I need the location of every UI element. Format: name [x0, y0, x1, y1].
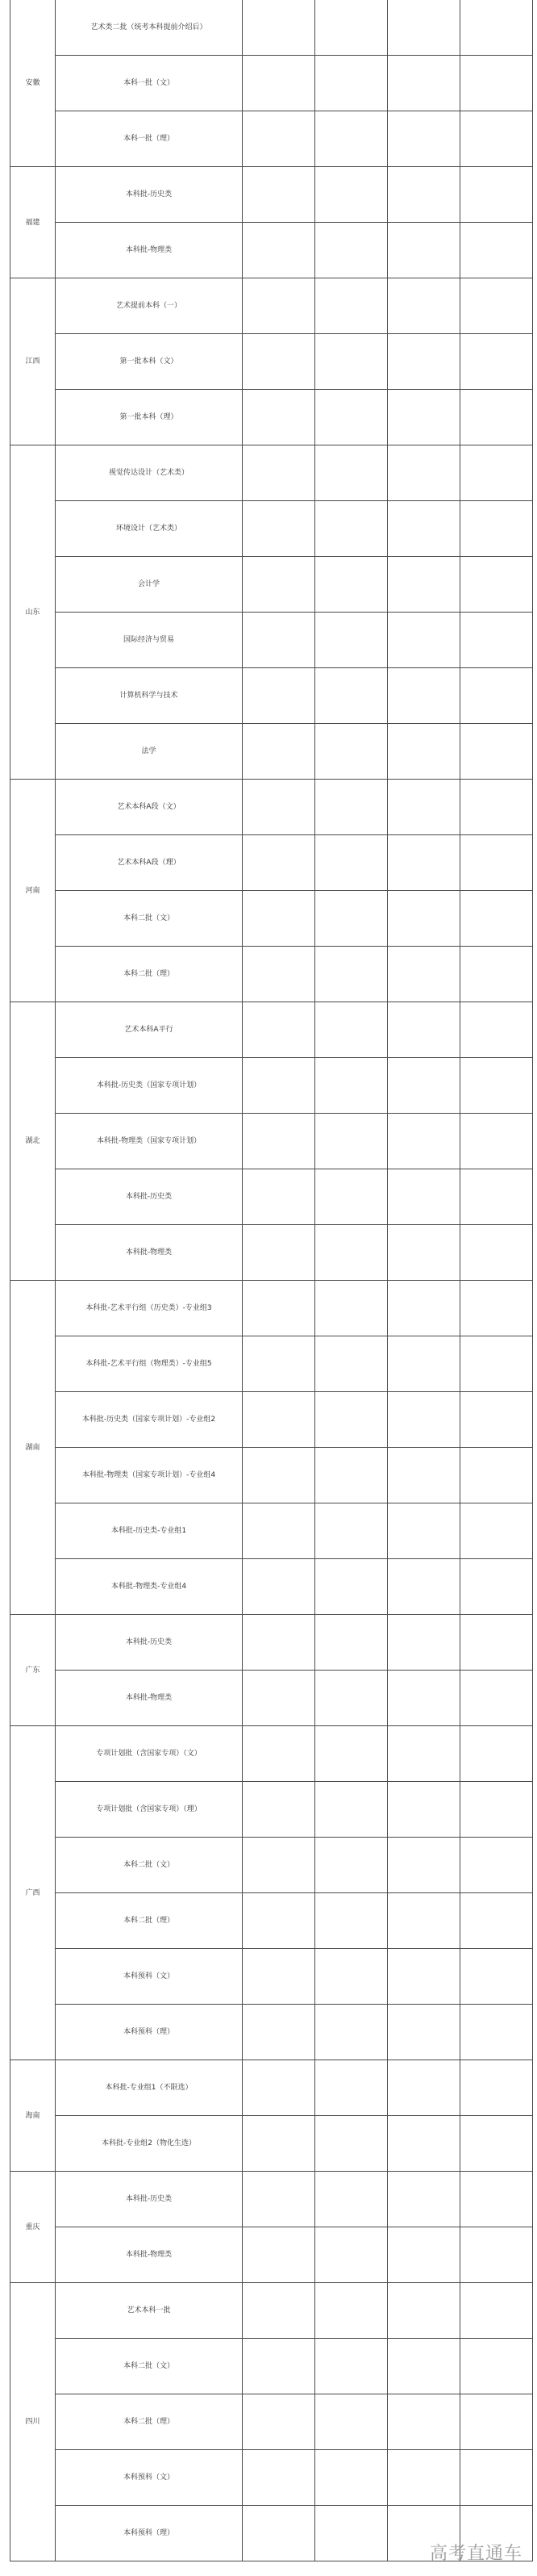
empty-cell [315, 947, 388, 1002]
empty-cell [315, 1448, 388, 1503]
empty-cell [460, 780, 533, 835]
empty-cell [243, 1058, 315, 1114]
batch-cell: 艺术本科A平行 [56, 1002, 243, 1058]
empty-cell [460, 278, 533, 334]
empty-cell [460, 2060, 533, 2116]
empty-cell [315, 0, 388, 56]
table-row [10, 1782, 533, 1838]
table-row [10, 891, 533, 947]
empty-cell [460, 835, 533, 891]
province-cell: 安徽 [10, 0, 56, 167]
batch-cell: 第一批本科（理） [56, 390, 243, 445]
table-row [10, 780, 533, 835]
empty-cell [243, 2506, 315, 2561]
empty-cell [243, 668, 315, 724]
empty-cell [315, 223, 388, 278]
batch-cell: 本科批-物理类-专业组4 [56, 1559, 243, 1615]
empty-cell [388, 1838, 460, 1893]
empty-cell [460, 111, 533, 167]
empty-cell [243, 1671, 315, 1726]
table-row [10, 1336, 533, 1392]
batch-cell: 本科二批（文） [56, 1838, 243, 1893]
empty-cell [460, 1169, 533, 1225]
empty-cell [243, 2394, 315, 2450]
table-row [10, 1503, 533, 1559]
batch-cell: 艺术提前本科（一） [56, 278, 243, 334]
empty-cell [315, 1726, 388, 1782]
empty-cell [460, 2450, 533, 2506]
empty-cell [460, 2227, 533, 2283]
province-cell: 重庆 [10, 2172, 56, 2283]
empty-cell [315, 835, 388, 891]
table-row [10, 111, 533, 167]
empty-cell [460, 1002, 533, 1058]
empty-cell [388, 390, 460, 445]
batch-cell: 艺术类二批（统考本科提前介绍后） [56, 0, 243, 56]
empty-cell [460, 56, 533, 111]
empty-cell [315, 1058, 388, 1114]
empty-cell [243, 1281, 315, 1336]
empty-cell [315, 1671, 388, 1726]
empty-cell [243, 1893, 315, 1949]
batch-cell: 本科批-历史类 [56, 1169, 243, 1225]
empty-cell [315, 1169, 388, 1225]
province-cell: 广东 [10, 1615, 56, 1726]
batch-cell: 本科预科（理） [56, 2506, 243, 2561]
table-row [10, 167, 533, 223]
batch-cell: 本科一批（文） [56, 56, 243, 111]
empty-cell [315, 390, 388, 445]
admission-table [10, 0, 533, 2561]
empty-cell [460, 334, 533, 390]
empty-cell [243, 724, 315, 780]
empty-cell [388, 1281, 460, 1336]
empty-cell [388, 167, 460, 223]
table-row [10, 1949, 533, 2005]
empty-cell [460, 1893, 533, 1949]
empty-cell [460, 1838, 533, 1893]
empty-cell [388, 2394, 460, 2450]
batch-cell: 本科批-物理类（国家专项计划）-专业组4 [56, 1448, 243, 1503]
empty-cell [315, 445, 388, 501]
batch-cell: 法学 [56, 724, 243, 780]
province-cell: 河南 [10, 780, 56, 1002]
empty-cell [388, 1615, 460, 1671]
empty-cell [243, 223, 315, 278]
empty-cell [243, 445, 315, 501]
empty-cell [460, 1782, 533, 1838]
empty-cell [388, 0, 460, 56]
table-row [10, 2394, 533, 2450]
empty-cell [460, 501, 533, 557]
empty-cell [315, 1782, 388, 1838]
batch-cell: 本科批-艺术平行组（物理类）-专业组5 [56, 1336, 243, 1392]
admission-table-container [10, 0, 532, 2561]
empty-cell [388, 111, 460, 167]
empty-cell [243, 2005, 315, 2060]
empty-cell [315, 334, 388, 390]
batch-cell: 本科批-物理类 [56, 1225, 243, 1281]
empty-cell [388, 1448, 460, 1503]
empty-cell [460, 1058, 533, 1114]
batch-cell: 计算机科学与技术 [56, 668, 243, 724]
empty-cell [388, 780, 460, 835]
empty-cell [460, 1503, 533, 1559]
empty-cell [315, 2172, 388, 2227]
empty-cell [388, 2339, 460, 2394]
empty-cell [460, 445, 533, 501]
batch-cell: 本科预科（理） [56, 2005, 243, 2060]
empty-cell [315, 111, 388, 167]
table-row [10, 390, 533, 445]
batch-cell: 本科批-专业组2（物化生选） [56, 2116, 243, 2172]
batch-cell: 会计学 [56, 557, 243, 613]
batch-cell: 本科批-历史类 [56, 2172, 243, 2227]
batch-cell: 本科二批（理） [56, 947, 243, 1002]
empty-cell [388, 668, 460, 724]
empty-cell [460, 1448, 533, 1503]
empty-cell [460, 0, 533, 56]
empty-cell [243, 1392, 315, 1448]
table-row [10, 835, 533, 891]
empty-cell [315, 2005, 388, 2060]
empty-cell [460, 613, 533, 668]
empty-cell [315, 1615, 388, 1671]
empty-cell [388, 1671, 460, 1726]
empty-cell [460, 557, 533, 613]
province-cell: 湖南 [10, 1281, 56, 1615]
empty-cell [388, 1225, 460, 1281]
table-row [10, 1559, 533, 1615]
empty-cell [388, 947, 460, 1002]
province-cell: 福建 [10, 167, 56, 278]
empty-cell [388, 2450, 460, 2506]
empty-cell [315, 1392, 388, 1448]
empty-cell [315, 1559, 388, 1615]
empty-cell [315, 1281, 388, 1336]
table-row [10, 1225, 533, 1281]
empty-cell [460, 1559, 533, 1615]
empty-cell [460, 390, 533, 445]
empty-cell [243, 835, 315, 891]
empty-cell [315, 1114, 388, 1169]
table-row [10, 1726, 533, 1782]
empty-cell [243, 56, 315, 111]
table-row [10, 334, 533, 390]
province-cell: 四川 [10, 2283, 56, 2561]
table-row [10, 2339, 533, 2394]
batch-cell: 艺术本科A段（理） [56, 835, 243, 891]
table-body [10, 0, 533, 2561]
empty-cell [315, 2339, 388, 2394]
empty-cell [460, 1225, 533, 1281]
empty-cell [243, 501, 315, 557]
empty-cell [315, 2116, 388, 2172]
empty-cell [243, 2450, 315, 2506]
empty-cell [315, 2060, 388, 2116]
batch-cell: 本科批-物理类 [56, 223, 243, 278]
empty-cell [315, 557, 388, 613]
empty-cell [315, 501, 388, 557]
empty-cell [460, 167, 533, 223]
empty-cell [243, 278, 315, 334]
batch-cell: 本科批-物理类 [56, 2227, 243, 2283]
batch-cell: 本科批-历史类-专业组1 [56, 1503, 243, 1559]
batch-cell: 本科二批（理） [56, 2394, 243, 2450]
province-cell: 山东 [10, 445, 56, 780]
empty-cell [388, 1893, 460, 1949]
table-row [10, 2060, 533, 2116]
empty-cell [460, 2283, 533, 2339]
empty-cell [243, 780, 315, 835]
table-row [10, 1838, 533, 1893]
empty-cell [388, 278, 460, 334]
empty-cell [315, 1503, 388, 1559]
table-row [10, 2450, 533, 2506]
batch-cell: 本科批-艺术平行组（历史类）-专业组3 [56, 1281, 243, 1336]
empty-cell [243, 0, 315, 56]
empty-cell [243, 613, 315, 668]
empty-cell [315, 2283, 388, 2339]
empty-cell [315, 1949, 388, 2005]
empty-cell [460, 1114, 533, 1169]
batch-cell: 本科二批（文） [56, 2339, 243, 2394]
batch-cell: 艺术本科一批 [56, 2283, 243, 2339]
table-row [10, 278, 533, 334]
empty-cell [243, 1002, 315, 1058]
province-cell: 江西 [10, 278, 56, 445]
empty-cell [388, 1782, 460, 1838]
empty-cell [315, 1225, 388, 1281]
empty-cell [388, 334, 460, 390]
table-row [10, 613, 533, 668]
table-row [10, 1392, 533, 1448]
empty-cell [315, 891, 388, 947]
batch-cell: 第一批本科（文） [56, 334, 243, 390]
empty-cell [243, 947, 315, 1002]
empty-cell [388, 2172, 460, 2227]
table-row [10, 1448, 533, 1503]
empty-cell [460, 947, 533, 1002]
empty-cell [243, 167, 315, 223]
table-row [10, 2227, 533, 2283]
empty-cell [315, 668, 388, 724]
empty-cell [388, 2283, 460, 2339]
empty-cell [388, 1949, 460, 2005]
empty-cell [243, 1615, 315, 1671]
empty-cell [315, 724, 388, 780]
batch-cell: 本科预科（文） [56, 1949, 243, 2005]
empty-cell [388, 2060, 460, 2116]
empty-cell [243, 2339, 315, 2394]
batch-cell: 本科二批（文） [56, 891, 243, 947]
empty-cell [460, 1392, 533, 1448]
empty-cell [388, 501, 460, 557]
empty-cell [388, 223, 460, 278]
empty-cell [388, 613, 460, 668]
empty-cell [243, 1448, 315, 1503]
batch-cell: 本科批-历史类 [56, 167, 243, 223]
empty-cell [243, 1225, 315, 1281]
empty-cell [460, 1726, 533, 1782]
batch-cell: 国际经济与贸易 [56, 613, 243, 668]
empty-cell [315, 56, 388, 111]
empty-cell [315, 2394, 388, 2450]
empty-cell [243, 1503, 315, 1559]
table-row [10, 1169, 533, 1225]
empty-cell [388, 1336, 460, 1392]
empty-cell [243, 1336, 315, 1392]
batch-cell: 艺术本科A段（文） [56, 780, 243, 835]
empty-cell [243, 2116, 315, 2172]
table-row [10, 2116, 533, 2172]
batch-cell: 本科批-历史类 [56, 1615, 243, 1671]
table-row [10, 501, 533, 557]
empty-cell [243, 1949, 315, 2005]
empty-cell [388, 1503, 460, 1559]
empty-cell [460, 2116, 533, 2172]
table-row [10, 223, 533, 278]
empty-cell [388, 1058, 460, 1114]
empty-cell [243, 2060, 315, 2116]
batch-cell: 本科一批（理） [56, 111, 243, 167]
empty-cell [460, 891, 533, 947]
empty-cell [315, 2450, 388, 2506]
empty-cell [243, 1726, 315, 1782]
batch-cell: 视觉传达设计（艺术类） [56, 445, 243, 501]
empty-cell [315, 1002, 388, 1058]
watermark-text: 高考直通车 [429, 2544, 522, 2564]
empty-cell [388, 1726, 460, 1782]
empty-cell [388, 1559, 460, 1615]
empty-cell [243, 1559, 315, 1615]
batch-cell: 本科批-历史类（国家专项计划）-专业组2 [56, 1392, 243, 1448]
empty-cell [315, 1336, 388, 1392]
empty-cell [315, 2506, 388, 2561]
empty-cell [243, 1782, 315, 1838]
empty-cell [315, 1893, 388, 1949]
empty-cell [388, 1002, 460, 1058]
province-cell: 湖北 [10, 1002, 56, 1281]
empty-cell [315, 167, 388, 223]
table-row [10, 56, 533, 111]
batch-cell: 本科批-历史类（国家专项计划） [56, 1058, 243, 1114]
empty-cell [243, 334, 315, 390]
empty-cell [388, 2116, 460, 2172]
empty-cell [388, 1169, 460, 1225]
empty-cell [243, 2227, 315, 2283]
empty-cell [388, 1392, 460, 1448]
table-row [10, 0, 533, 56]
batch-cell: 专项计划批（含国家专项）（理） [56, 1782, 243, 1838]
empty-cell [243, 2283, 315, 2339]
empty-cell [388, 1114, 460, 1169]
batch-cell: 本科批-物理类 [56, 1671, 243, 1726]
empty-cell [460, 1336, 533, 1392]
empty-cell [460, 1949, 533, 2005]
empty-cell [315, 278, 388, 334]
empty-cell [388, 2005, 460, 2060]
empty-cell [388, 724, 460, 780]
empty-cell [243, 390, 315, 445]
empty-cell [460, 1281, 533, 1336]
table-row [10, 1058, 533, 1114]
table-row [10, 2172, 533, 2227]
table-row [10, 1002, 533, 1058]
table-row [10, 2005, 533, 2060]
empty-cell [243, 557, 315, 613]
batch-cell: 专项计划批（含国家专项）（文） [56, 1726, 243, 1782]
empty-cell [460, 668, 533, 724]
empty-cell [315, 780, 388, 835]
table-row [10, 1671, 533, 1726]
empty-cell [460, 724, 533, 780]
empty-cell [460, 2005, 533, 2060]
province-cell: 广西 [10, 1726, 56, 2060]
empty-cell [460, 1671, 533, 1726]
empty-cell [460, 2172, 533, 2227]
table-row [10, 557, 533, 613]
table-row [10, 2283, 533, 2339]
batch-cell: 本科二批（理） [56, 1893, 243, 1949]
table-row [10, 724, 533, 780]
empty-cell [315, 613, 388, 668]
table-row [10, 1615, 533, 1671]
batch-cell: 环境设计（艺术类） [56, 501, 243, 557]
batch-cell: 本科批-专业组1（不限选） [56, 2060, 243, 2116]
empty-cell [460, 223, 533, 278]
province-cell: 海南 [10, 2060, 56, 2172]
empty-cell [243, 2172, 315, 2227]
empty-cell [243, 1169, 315, 1225]
empty-cell [388, 557, 460, 613]
empty-cell [388, 2227, 460, 2283]
table-row [10, 445, 533, 501]
table-row [10, 1893, 533, 1949]
empty-cell [388, 445, 460, 501]
empty-cell [460, 2339, 533, 2394]
empty-cell [243, 891, 315, 947]
empty-cell [460, 2394, 533, 2450]
empty-cell [315, 1838, 388, 1893]
empty-cell [388, 835, 460, 891]
batch-cell: 本科批-物理类（国家专项计划） [56, 1114, 243, 1169]
empty-cell [243, 1114, 315, 1169]
empty-cell [388, 56, 460, 111]
table-row [10, 668, 533, 724]
batch-cell: 本科预科（文） [56, 2450, 243, 2506]
empty-cell [243, 111, 315, 167]
table-row [10, 1114, 533, 1169]
empty-cell [315, 2227, 388, 2283]
table-row [10, 1281, 533, 1336]
empty-cell [460, 1615, 533, 1671]
table-row [10, 947, 533, 1002]
empty-cell [388, 891, 460, 947]
empty-cell [243, 1838, 315, 1893]
